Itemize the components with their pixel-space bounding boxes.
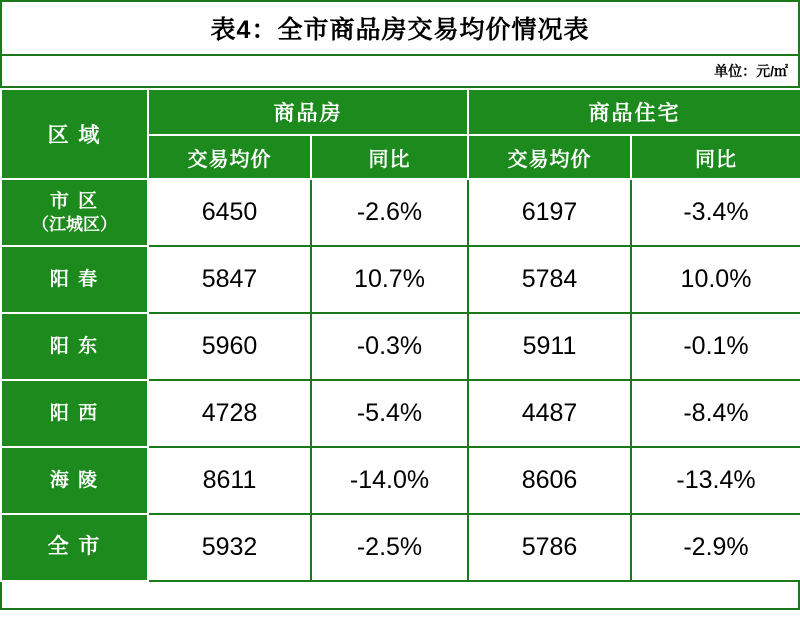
table-row [1,313,800,380]
row-region-label [1,179,148,246]
region-sub-name: （江城区） [32,214,117,234]
row-region-label: 阳 东 [1,313,148,380]
header-residential-yoy: 同比 [631,135,800,179]
header-residential-price: 交易均价 [468,135,631,179]
cell-commodity-price: 8611 [148,447,311,514]
cell-residential-price: 8606 [468,447,631,514]
cell-residential-yoy: -13.4% [631,447,800,514]
row-region-label: 阳 西 [1,380,148,447]
cell-residential-price: 5786 [468,514,631,581]
cell-commodity-yoy: -0.3% [311,313,468,380]
table-row [1,246,800,313]
header-commodity-yoy: 同比 [311,135,468,179]
cell-residential-yoy: -3.4% [631,179,800,246]
header-commodity-price: 交易均价 [148,135,311,179]
cell-commodity-price: 5932 [148,514,311,581]
header-group-commodity: 商品房 [148,89,468,135]
header-region: 区 域 [1,89,148,179]
row-region-label: 阳 春 [1,246,148,313]
cell-commodity-yoy: 10.7% [311,246,468,313]
table-row [1,447,800,514]
page-title: 表4：全市商品房交易均价情况表 [210,16,590,44]
cell-commodity-price: 4728 [148,380,311,447]
unit-note: 单位：元/㎡ [714,63,788,79]
cell-residential-price: 5784 [468,246,631,313]
cell-commodity-yoy: -2.6% [311,179,468,246]
price-table [0,88,800,582]
cell-residential-yoy: -8.4% [631,380,800,447]
cell-commodity-yoy: -2.5% [311,514,468,581]
cell-commodity-price: 6450 [148,179,311,246]
cell-commodity-yoy: -5.4% [311,380,468,447]
row-region-label: 海 陵 [1,447,148,514]
table-row [1,380,800,447]
header-group-residential: 商品住宅 [468,89,800,135]
cell-commodity-yoy: -14.0% [311,447,468,514]
cell-residential-yoy: -2.9% [631,514,800,581]
region-name: 市 区 [49,191,100,212]
cell-residential-price: 4487 [468,380,631,447]
cell-residential-price: 5911 [468,313,631,380]
cell-residential-price: 6197 [468,179,631,246]
table-header-row-1 [1,89,800,135]
cell-residential-yoy: -0.1% [631,313,800,380]
cell-commodity-price: 5847 [148,246,311,313]
row-region-label: 全 市 [1,514,148,581]
table-title-bar [0,0,800,56]
cell-commodity-price: 5960 [148,313,311,380]
cell-residential-yoy: 10.0% [631,246,800,313]
table-row [1,179,800,246]
table-bottom-strip [0,582,800,610]
unit-note-bar [0,56,800,88]
table-row-total [1,514,800,581]
